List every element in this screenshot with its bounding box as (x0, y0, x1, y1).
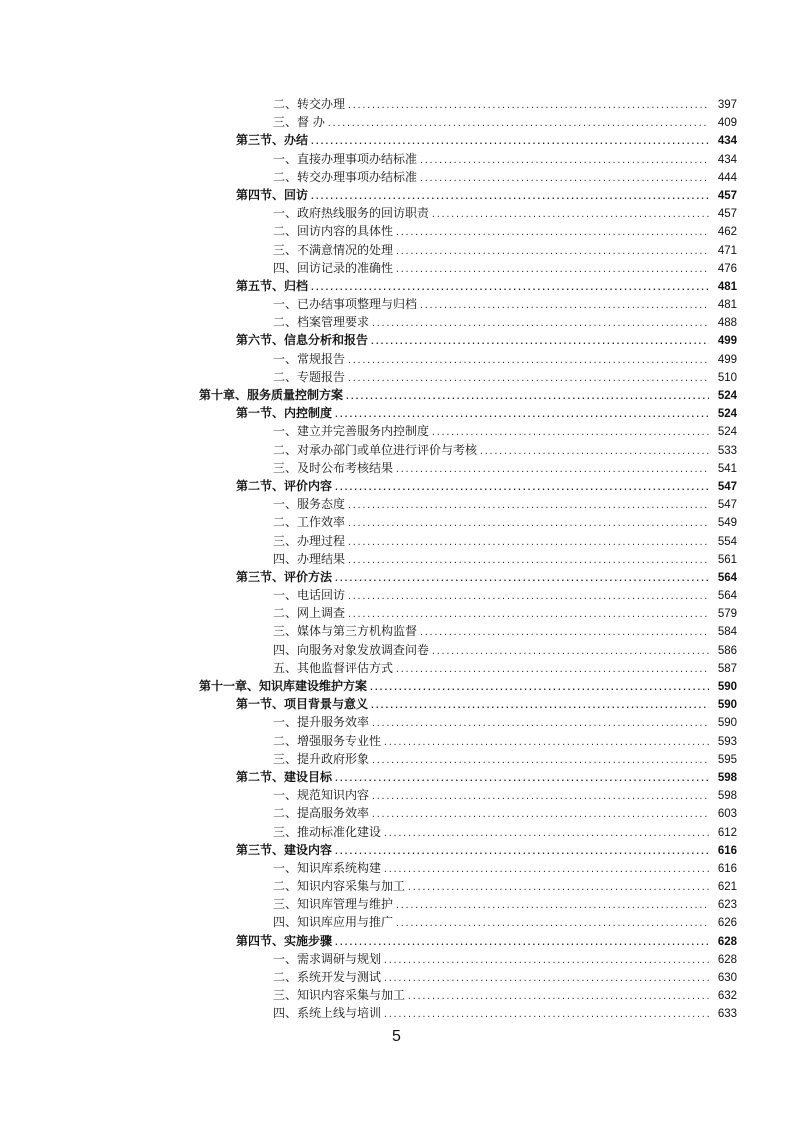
toc-section-entry[interactable] (0, 568, 793, 586)
toc-entry-title: 二、知识内容采集与加工 (273, 879, 406, 894)
toc-entry-title: 一、已办结事项整理与归档 (273, 297, 418, 312)
toc-subsection-entry[interactable] (0, 659, 793, 677)
toc-section-entry[interactable] (0, 932, 793, 950)
toc-subsection-entry[interactable] (0, 859, 793, 877)
toc-entry-page-number: 595 (717, 753, 737, 766)
toc-subsection-entry[interactable] (0, 495, 793, 513)
toc-subsection-entry[interactable] (0, 168, 793, 186)
toc-subsection-entry[interactable] (0, 732, 793, 750)
toc-entry-page-number: 590 (717, 717, 737, 730)
toc-subsection-entry[interactable] (0, 622, 793, 640)
toc-entry-title: 第五节、归档 (236, 278, 309, 293)
toc-subsection-entry[interactable] (0, 713, 793, 731)
toc-entry-page-number: 541 (717, 462, 737, 475)
toc-entry-page-number: 598 (717, 771, 737, 784)
toc-entry-title: 二、工作效率 (273, 515, 346, 530)
toc-entry-page-number: 554 (717, 535, 737, 548)
toc-entry-title: 一、常规报告 (273, 351, 346, 366)
toc-entry-page-number: 633 (717, 1008, 737, 1021)
toc-entry-title: 第三节、办结 (236, 133, 309, 148)
toc-entry-page-number: 623 (717, 899, 737, 912)
toc-entry-page-number: 584 (717, 626, 737, 639)
toc-entry-page-number: 444 (717, 171, 737, 184)
toc-entry-page-number: 533 (717, 444, 737, 457)
toc-entry-page-number: 462 (717, 226, 737, 239)
toc-dot-leader (383, 1006, 709, 1024)
toc-entry-page-number: 586 (717, 644, 737, 657)
toc-entry-title: 三、媒体与第三方机构监督 (273, 624, 418, 639)
toc-entry-page-number: 499 (717, 353, 737, 366)
toc-subsection-entry[interactable] (0, 786, 793, 804)
toc-entry-page-number: 621 (717, 881, 737, 894)
toc-section-entry[interactable] (0, 331, 793, 349)
toc-entry-page-number: 547 (717, 499, 737, 512)
toc-entry-title: 第十一章、知识库建设维护方案 (199, 679, 368, 693)
toc-subsection-entry[interactable] (0, 950, 793, 968)
toc-subsection-entry[interactable] (0, 441, 793, 459)
toc-subsection-entry[interactable] (0, 313, 793, 331)
toc-entry-title: 第二节、建设目标 (236, 769, 333, 784)
toc-subsection-entry[interactable] (0, 641, 793, 659)
toc-entry-page-number: 434 (717, 135, 737, 148)
toc-entry-title: 二、回访内容的具体性 (273, 224, 394, 239)
toc-subsection-entry[interactable] (0, 895, 793, 913)
toc-subsection-entry[interactable] (0, 113, 793, 131)
toc-subsection-entry[interactable] (0, 204, 793, 222)
toc-entry-page-number: 616 (717, 844, 737, 857)
toc-entry-title: 二、增强服务专业性 (273, 733, 382, 748)
toc-entry-page-number: 590 (717, 699, 737, 712)
toc-section-entry[interactable] (0, 477, 793, 495)
toc-section-entry[interactable] (0, 404, 793, 422)
toc-section-entry[interactable] (0, 695, 793, 713)
toc-subsection-entry[interactable] (0, 295, 793, 313)
toc-entry-page-number: 632 (717, 990, 737, 1003)
toc-entry-title: 四、回访记录的准确性 (273, 260, 394, 275)
toc-entry-title: 一、规范知识内容 (273, 788, 370, 803)
toc-entry-page-number: 510 (717, 371, 737, 384)
toc-subsection-entry[interactable] (0, 532, 793, 550)
toc-entry-page-number: 579 (717, 608, 737, 621)
toc-entry-page-number: 587 (717, 662, 737, 675)
toc-entry-page-number: 564 (717, 571, 737, 584)
toc-entry-title: 一、政府热线服务的回访职责 (273, 206, 430, 221)
table-of-contents (0, 95, 793, 1023)
toc-subsection-entry[interactable] (0, 750, 793, 768)
toc-entry-page-number: 630 (717, 972, 737, 984)
toc-entry-page-number: 628 (717, 935, 737, 948)
toc-section-entry[interactable] (0, 131, 793, 149)
toc-entry-page-number: 457 (717, 208, 737, 221)
toc-entry-title: 一、建立并完善服务内控制度 (273, 424, 430, 439)
toc-entry-page-number: 524 (717, 426, 737, 439)
toc-entry-page-number: 590 (717, 681, 737, 693)
toc-entry-title: 第十章、服务质量控制方案 (199, 388, 344, 402)
toc-entry-title: 第二节、评价内容 (236, 478, 333, 493)
toc-entry-title: 一、提升服务效率 (273, 715, 370, 730)
toc-entry-page-number: 434 (717, 153, 737, 166)
toc-entry-title: 五、其他监督评估方式 (273, 660, 394, 675)
toc-entry-page-number: 603 (717, 808, 737, 821)
toc-entry-page-number: 471 (717, 244, 737, 257)
toc-subsection-entry[interactable] (0, 459, 793, 477)
toc-entry-page-number: 499 (717, 335, 737, 348)
toc-entry-title: 三、办理过程 (273, 533, 346, 548)
toc-entry-page-number: 409 (717, 117, 737, 130)
toc-entry-page-number: 626 (717, 917, 737, 930)
toc-entry-title: 二、对承办部门或单位进行评价与考核 (273, 442, 478, 457)
toc-entry-page-number: 593 (717, 735, 737, 748)
toc-subsection-entry[interactable] (0, 222, 793, 240)
toc-subsection-entry[interactable] (0, 586, 793, 604)
toc-entry-title: 四、办理结果 (273, 551, 346, 566)
toc-entry-title: 三、及时公布考核结果 (273, 460, 394, 475)
toc-entry-title: 三、提升政府形象 (273, 751, 370, 766)
toc-subsection-entry[interactable] (0, 368, 793, 386)
toc-entry-title: 二、转交办理事项办结标准 (273, 169, 418, 184)
toc-entry-page-number: 628 (717, 953, 737, 966)
toc-entry-title: 一、服务态度 (273, 497, 346, 512)
toc-subsection-entry[interactable] (0, 804, 793, 822)
toc-entry-title: 二、提高服务效率 (273, 806, 370, 821)
toc-entry-title: 第一节、内控制度 (236, 406, 333, 421)
toc-entry-title: 二、网上调查 (273, 606, 346, 621)
toc-entry-title: 四、知识库应用与推广 (273, 915, 394, 930)
toc-entry-page-number: 457 (717, 189, 737, 202)
toc-entry-title: 四、系统上线与培训 (273, 1006, 382, 1021)
toc-entry-title: 一、知识库系统构建 (273, 860, 382, 875)
toc-subsection-entry[interactable] (0, 604, 793, 622)
toc-entry-title: 第三节、建设内容 (236, 842, 333, 857)
toc-entry-title: 第四节、实施步骤 (236, 933, 333, 948)
toc-entry-title: 三、不满意情况的处理 (273, 242, 394, 257)
toc-entry-title: 第六节、信息分析和报告 (236, 333, 369, 348)
toc-section-entry[interactable] (0, 841, 793, 859)
toc-subsection-entry[interactable] (0, 241, 793, 259)
toc-entry-page-number: 524 (717, 408, 737, 421)
toc-subsection-entry[interactable] (0, 986, 793, 1004)
toc-subsection-entry[interactable] (0, 913, 793, 931)
toc-section-entry[interactable] (0, 186, 793, 204)
toc-section-entry[interactable] (0, 277, 793, 295)
toc-subsection-entry[interactable] (0, 422, 793, 440)
toc-entry-title: 二、档案管理要求 (273, 315, 370, 330)
toc-entry-title: 第四节、回访 (236, 187, 309, 202)
toc-entry-page-number: 598 (717, 790, 737, 803)
toc-entry-title: 三、推动标准化建设 (273, 824, 382, 839)
toc-entry-page-number: 488 (717, 317, 737, 330)
toc-chapter-entry[interactable] (0, 677, 793, 695)
page-number: 5 (392, 1028, 401, 1045)
toc-entry-page-number: 547 (717, 480, 737, 493)
toc-entry-page-number: 481 (717, 299, 737, 312)
toc-entry-page-number: 476 (717, 262, 737, 275)
toc-subsection-entry[interactable] (0, 95, 793, 113)
toc-entry-page-number: 564 (717, 590, 737, 603)
toc-subsection-entry[interactable] (0, 1004, 793, 1022)
toc-entry-page-number: 524 (717, 390, 737, 402)
toc-entry-page-number: 612 (717, 826, 737, 839)
toc-entry-page-number: 561 (717, 553, 737, 566)
toc-subsection-entry[interactable] (0, 877, 793, 895)
toc-subsection-entry[interactable] (0, 150, 793, 168)
toc-entry-page-number: 397 (717, 99, 737, 111)
toc-entry-title: 第一节、项目背景与意义 (236, 697, 369, 712)
toc-entry-title: 三、知识内容采集与加工 (273, 988, 406, 1003)
toc-entry-title: 四、向服务对象发放调查问卷 (273, 642, 430, 657)
toc-subsection-entry[interactable] (0, 259, 793, 277)
toc-entry-title: 三、知识库管理与维护 (273, 897, 394, 912)
toc-entry-title: 第三节、评价方法 (236, 569, 333, 584)
toc-entry-page-number: 481 (717, 280, 737, 293)
toc-entry-page-number: 549 (717, 517, 737, 530)
toc-entry-title: 一、电话回访 (273, 588, 346, 603)
toc-entry-title: 二、专题报告 (273, 369, 346, 384)
toc-subsection-entry[interactable] (0, 550, 793, 568)
toc-entry-title: 一、直接办理事项办结标准 (273, 151, 418, 166)
toc-entry-page-number: 616 (717, 862, 737, 875)
toc-subsection-entry[interactable] (0, 350, 793, 368)
toc-entry-title: 二、系统开发与测试 (273, 970, 382, 984)
toc-entry-title: 二、转交办理 (273, 97, 346, 111)
toc-entry-title: 三、督 办 (273, 115, 325, 130)
toc-subsection-entry[interactable] (0, 968, 793, 986)
toc-subsection-entry[interactable] (0, 823, 793, 841)
toc-subsection-entry[interactable] (0, 513, 793, 531)
toc-chapter-entry[interactable] (0, 386, 793, 404)
toc-entry-title: 一、需求调研与规划 (273, 951, 382, 966)
toc-section-entry[interactable] (0, 768, 793, 786)
